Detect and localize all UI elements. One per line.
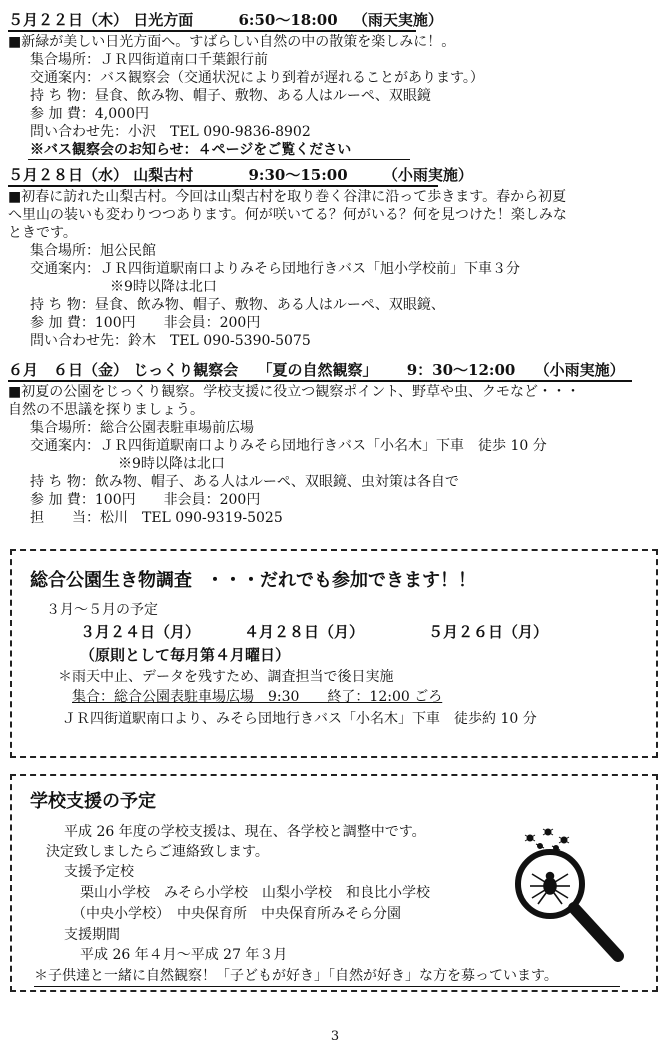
survey-meeting: 集合：総合公園表駐車場広場 9:30 終了：12:00 ごろ — [72, 689, 443, 705]
event2-title — [8, 165, 473, 185]
event3-transport-note: ※9時以降は北口 — [118, 456, 225, 472]
event1-fee: 参 加 費：4,000円 — [30, 106, 149, 122]
event3-condition: （小雨実施） — [534, 361, 625, 379]
event2-lead-1: ■初春に訪れた山梨古村。今回は山梨古村を取り巻く谷津に沿って歩きます。春から初夏 — [8, 189, 567, 205]
event2-items: 持 ち 物：昼食、飲み物、帽子、敷物、ある人はルーペ、双眼鏡、 — [30, 297, 445, 313]
event1-condition: （雨天実施） — [352, 11, 443, 29]
school-intro-2: 決定致しましたらご連絡致します。 — [46, 844, 269, 860]
survey-tagline: ・・・だれでも参加できます！！ — [206, 570, 476, 591]
event2-time: 9:30～15:00 — [248, 166, 348, 184]
event2-fee: 参 加 費：100円 非会員：200円 — [30, 315, 261, 331]
event1-transport: 交通案内：バス観察会（交通状況により到着が遅れることがあります。） — [30, 70, 484, 86]
survey-date-3: ５月２６日（月） — [428, 623, 549, 641]
event3-contact: 担 当：松川 TEL 090-9319-5025 — [30, 510, 283, 526]
page-number: 3 — [330, 1029, 340, 1044]
event1-title-rule — [8, 30, 416, 32]
event1-lead: ■新緑が美しい日光方面へ。すばらしい自然の中の散策を楽しみに！。 — [8, 34, 456, 50]
event2-condition: （小雨実施） — [382, 166, 473, 184]
event1-place: 日光方面 — [133, 11, 194, 29]
survey-dates-row — [80, 622, 548, 642]
school-recruit: ＊子供達と一緒に自然観察！「子どもが好き」「自然が好き」な方を募っています。 — [34, 968, 558, 984]
event1-date: ５月２２日（木） — [8, 11, 129, 29]
survey-date-2: ４月２８日（月） — [244, 623, 365, 641]
magnifier-handle — [574, 908, 618, 956]
event1-items: 持 ち 物：昼食、飲み物、帽子、敷物、ある人はルーペ、双眼鏡 — [30, 88, 431, 104]
event1-notice-rule — [28, 159, 410, 160]
event3-theme: 「夏の自然観察」 — [257, 361, 378, 379]
event2-date: ５月２８日（水） — [8, 166, 129, 184]
event2-title-rule — [8, 185, 438, 187]
event3-transport: 交通案内：ＪＲ四街道駅南口よりみそら団地行きバス「小名木」下車 徒歩 10 分 — [30, 438, 547, 454]
event2-lead-3: ときです。 — [8, 225, 77, 241]
survey-rule: （原則として毎月第４月曜日） — [80, 646, 291, 664]
school-intro-1: 平成 26 年度の学校支援は、現在、各学校と調整中です。 — [64, 824, 426, 840]
event2-meeting: 集合場所：旭公民館 — [30, 243, 156, 259]
event3-type: じっくり観察会 — [133, 361, 239, 379]
event3-title-rule — [8, 380, 632, 382]
event1-title — [8, 10, 443, 30]
survey-heading-row — [30, 570, 476, 592]
small-spiders-icon — [525, 829, 569, 851]
magnifying-glass-icon — [500, 826, 630, 966]
event3-lead-1: ■初夏の公園をじっくり観察。学校支援に役立つ観察ポイント、野草や虫、クモなど・・・ — [8, 384, 580, 400]
event3-meeting: 集合場所：総合公園表駐車場前広場 — [30, 420, 254, 436]
survey-heading: 総合公園生き物調査 — [30, 570, 192, 591]
event3-lead-2: 自然の不思議を探りましょう。 — [8, 402, 204, 418]
event1-notice: ※バス観察会のお知らせ：４ページをご覧ください — [30, 142, 352, 158]
event1-meeting: 集合場所：ＪＲ四街道南口千葉銀行前 — [30, 52, 268, 68]
event2-transport-note: ※9時以降は北口 — [110, 279, 217, 295]
event2-place: 山梨古村 — [133, 166, 194, 184]
school-period-label: 支援期間 — [64, 927, 120, 943]
school-recruit-rule — [34, 986, 620, 987]
survey-rain-note: ＊雨天中止、データを残すため、調査担当で後日実施 — [58, 669, 394, 685]
survey-date-1: ３月２４日（月） — [80, 623, 201, 641]
event2-contact: 問い合わせ先：鈴木 TEL 090-5390-5075 — [30, 333, 311, 349]
survey-schedule-label: ３月～５月の予定 — [46, 602, 158, 618]
survey-transport: ＪＲ四街道駅南口より、みそら団地行きバス「小名木」下車 徒歩約 10 分 — [62, 711, 537, 727]
school-heading: 学校支援の予定 — [30, 791, 156, 812]
event3-date: ６月 ６日（金） — [8, 361, 129, 379]
event3-fee: 参 加 費：100円 非会員：200円 — [30, 492, 261, 508]
school-period: 平成 26 年４月～平成 27 年３月 — [80, 947, 288, 963]
school-schools-2: （中央小学校） 中央保育所 中央保育所みそら分園 — [72, 906, 401, 922]
event3-title — [8, 360, 625, 380]
school-schools-label: 支援予定校 — [64, 864, 134, 880]
event3-time: 9：30～12:00 — [406, 361, 516, 379]
event1-time: 6:50～18:00 — [238, 11, 338, 29]
school-schools-1: 栗山小学校 みそら小学校 山梨小学校 和良比小学校 — [80, 885, 430, 901]
event1-contact: 問い合わせ先：小沢 TEL 090-9836-8902 — [30, 124, 311, 140]
event2-lead-2: へ里山の装いも変わりつつあります。何が咲いてる？何がいる？何を見つけた！楽しみな — [8, 207, 567, 223]
event2-transport: 交通案内：ＪＲ四街道駅南口よりみそら団地行きバス「旭小学校前」下車３分 — [30, 261, 520, 277]
event3-items: 持 ち 物：飲み物、帽子、ある人はルーペ、双眼鏡、虫対策は各自で — [30, 474, 459, 490]
